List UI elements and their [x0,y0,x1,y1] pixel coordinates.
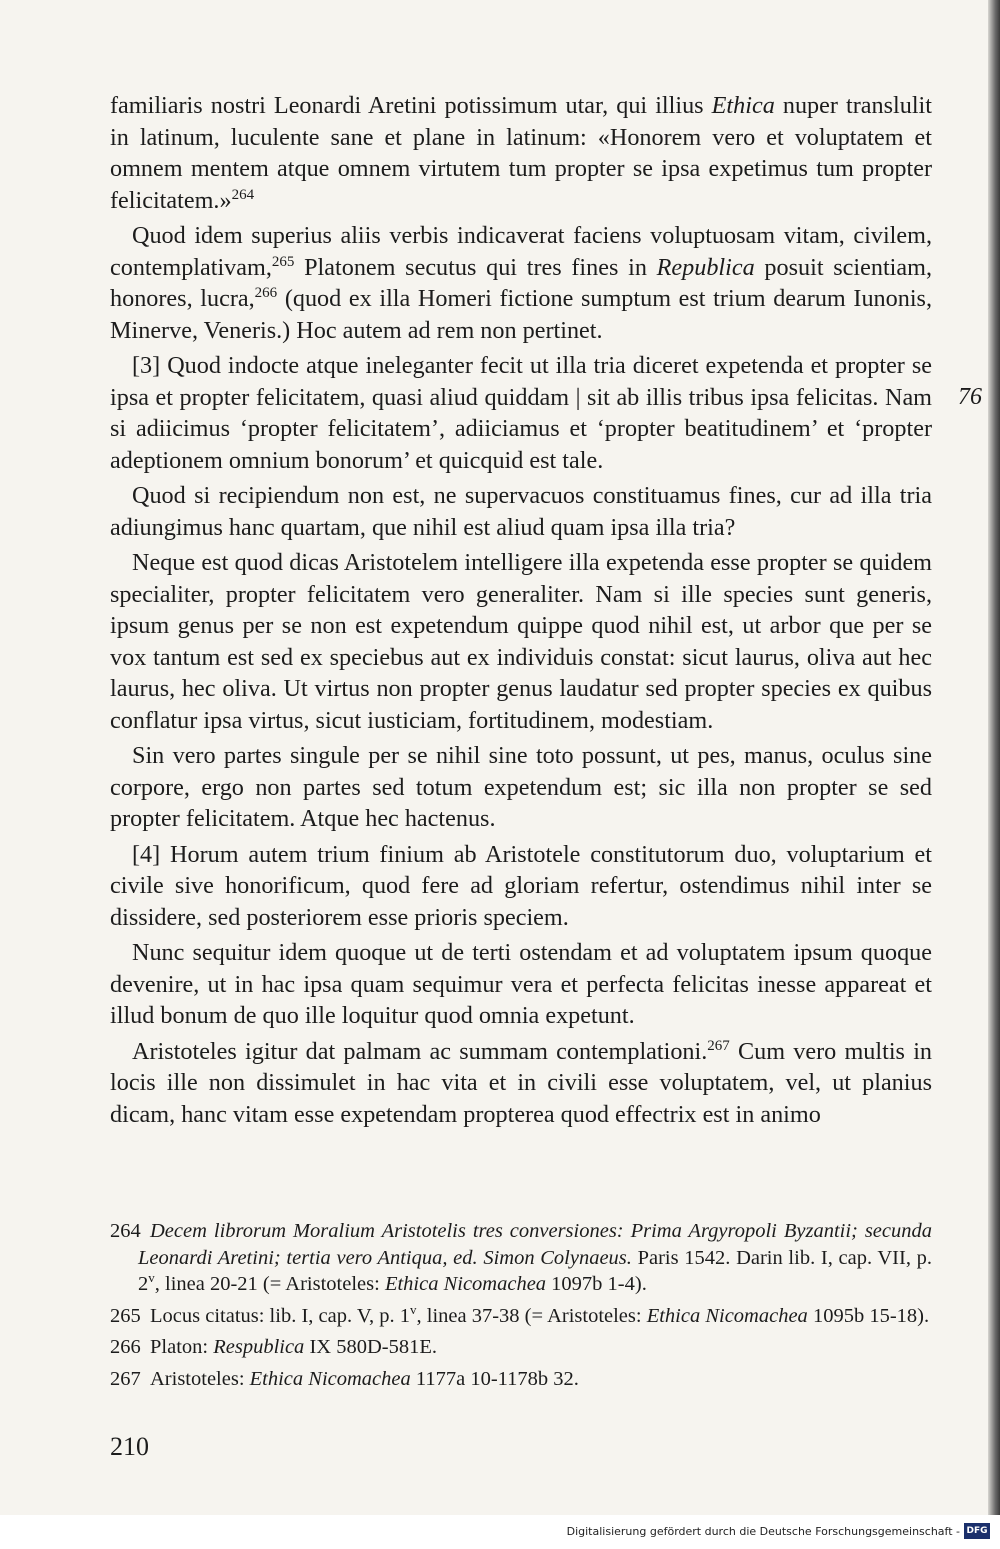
text-run: Sin vero partes singule per se nihil sine toto possunt, ut pes, manus, oculus sine corpore, ergo non partes sed totum expetendum est; sic illa non propter se sed propter felicitatem. Atque hec hactenus. [110,742,932,832]
footnote-ref: v [410,1301,417,1317]
paragraph [110,937,932,1032]
text-run: Aristoteles: [150,1367,250,1390]
text-run: Locus citatus: lib. I, cap. V, p. 1 [150,1304,411,1327]
paragraph [110,740,932,835]
italic-text: Ethica [711,92,775,119]
text-run: nuper translulit in latinum, luculente sane et plane in latinum: «Honorem vero et voluptatem et omnem mentem atque omnem virtutem tum propter se ipsa expetimus tum propter felicitatem.» [110,92,932,214]
digitization-credit: Digitalisierung gefördert durch die Deutsche Forschungsgemeinschaft - [566,1525,960,1538]
italic-text: Ethica Nicomachea [384,1273,547,1295]
dfg-logo: DFG [964,1523,990,1539]
text-run: IX 580D-581E. [304,1336,437,1358]
footnote-ref: v [148,1270,155,1285]
paragraph [110,220,932,346]
page-number: 210 [110,1432,149,1461]
text-run: posuit scientiam, honores, lucra, [110,253,932,312]
italic-text: Respublica [213,1336,305,1358]
paragraph [110,1036,932,1131]
text-run: Platonem secutus qui tres fines in [294,253,657,281]
paragraph [110,547,932,736]
italic-text: Republica [656,253,755,281]
text-run: , linea 20-21 (= Aristoteles: [154,1273,385,1295]
text-run: Paris 1542. Darin lib. I, cap. VII, p. 2 [138,1246,933,1295]
text-run: familiaris nostri Leonardi Aretini potissimum utar, qui illius [110,92,712,119]
text-run: 1097b 1-4). [546,1273,647,1295]
text-run: 1095b 15-18). [807,1304,930,1327]
text-run: Quod idem superius aliis verbis indicaverat faciens voluptuosam vitam, civilem, contemplativam, [110,222,932,281]
text-run: (quod ex illa Homeri fictione sumptum est trium dearum Iunonis, Minerve, Veneris.) Hoc autem ad rem non pertinet. [110,285,932,344]
footnote-number: 267 [110,1367,141,1390]
italic-text: Decem librorum Moralium Aristotelis tres conversiones: Prima Argyropoli Byzantii; secunda Leonardi Aretini; tertia vero Antiqua, ed. Simon Colynaeus. [138,1220,932,1269]
footnote [110,1366,932,1393]
text-run: , linea 37-38 (= Aristoteles: [416,1304,647,1327]
paragraph [110,480,932,543]
text-run: Aristoteles igitur dat palmam ac summam contemplationi. [132,1037,708,1065]
page-edge-shadow [988,0,1000,1515]
text-run: 1177a 10-1178b 32. [410,1367,579,1390]
text-run: Cum vero multis in locis ille non dissimulet in hac vita et in civili esse voluptatem, vel, ut planius dicam, hanc vitam esse expetendam propterea quod effectrix est in animo [110,1037,933,1128]
text-run: Platon: [150,1336,214,1358]
italic-text: Ethica Nicomachea [249,1367,411,1390]
footnote-number: 264 [110,1220,141,1242]
text-run: Nunc sequitur idem quoque ut de terti ostendam et ad voluptatem ipsum quoque devenire, ut in hac ipsa quam sequimur vera et perfecta felicitas inesse appareat et illud bonum de quo ille loquitur quod omnia expetunt. [110,939,932,1029]
text-run: Neque est quod dicas Aristotelem intelligere illa expetenda esse propter se quidem specialiter, propter felicitatem vero generaliter. Nam si ille species sunt generis, ipsum genus per se non est expetendum quippe quod nihil est, ut arbor que per se vox tantum est sed ex speciebus aut ex individuis constat: sicut laurus, oliva aut hec laurus, hec oliva. Ut virtus non propter genus laudatur sed propter species ex quibus conflatur ipsa virtus, sicut iusticiam, fortitudinem, modestiam. [110,549,932,734]
footnote [110,1303,932,1330]
footnote-ref: 267 [707,1037,730,1054]
text-run: [3] Quod indocte atque ineleganter fecit ut illa tria diceret expetenda et propter se ipsa et propter felicitatem, quasi aliud quiddam | sit ab illis tribus ipsa felicitas. Nam si adiicimus ‘propter felicitatem’, adiiciamus et ‘propter beatitudinem’ et ‘propter adeptionem omnium bonorum’ et quicquid est tale. [110,352,932,474]
text-run: Quod si recipiendum non est, ne supervacuos constituamus fines, cur ad illa tria adiungimus hanc quartam, que nihil est aliud quam ipsa illa tria? [110,482,932,541]
footnotes [110,1218,932,1397]
footnote-ref: 264 [231,186,255,203]
italic-text: Ethica Nicomachea [646,1304,808,1327]
footnote [110,1334,932,1361]
footer-bar [0,1515,1000,1549]
paragraph [110,839,932,934]
footnote-ref: 266 [254,285,278,301]
text-run: [4] Horum autem trium finium ab Aristotele constitutorum duo, voluptarium et civile sive honorificum, quod fere ad gloriam refertur, ostendimus nihil inter se dissidere, sed posteriorem esse prioris speciem. [110,840,932,931]
margin-page-reference: 76 [958,384,982,410]
footnote-number: 266 [110,1336,141,1358]
paragraph [110,350,932,476]
footnote-number: 265 [110,1304,141,1327]
main-text [110,90,932,1130]
footnote [110,1218,932,1298]
footnote-ref: 265 [271,253,295,270]
paragraph [110,90,932,216]
